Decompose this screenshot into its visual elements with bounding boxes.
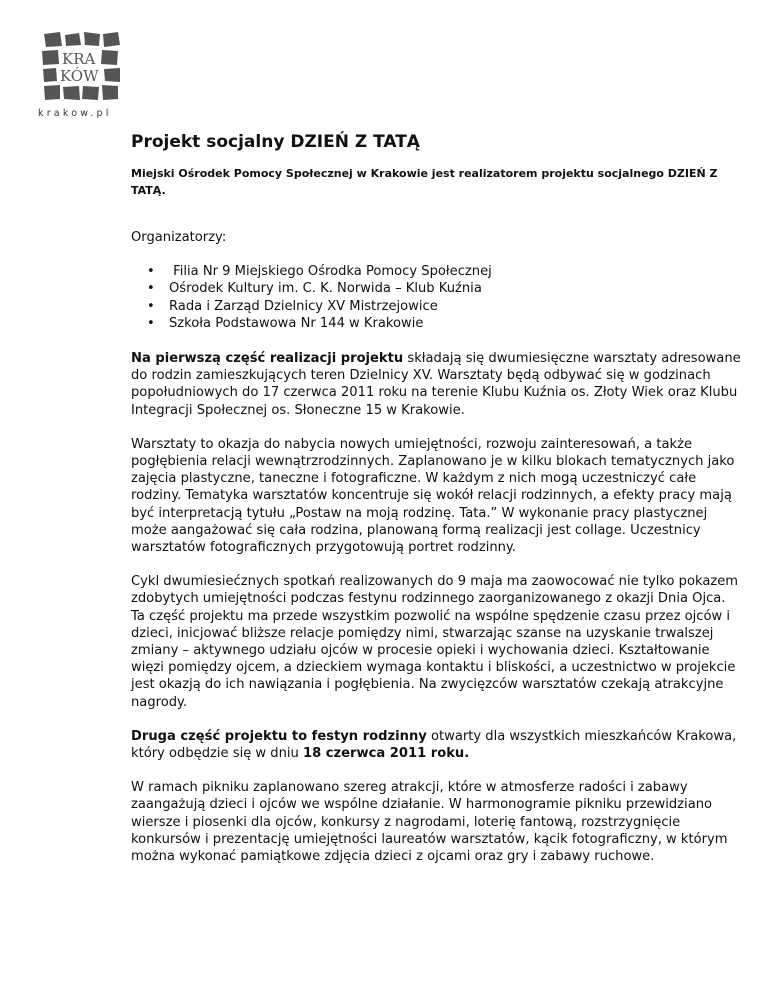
krakow-logo: [38, 28, 130, 124]
organizers-label: Organizatorzy:: [131, 230, 227, 245]
paragraph-workshops-intro-bold: Na pierwszą część realizacji projektu: [131, 351, 404, 367]
paragraph-festival: [131, 728, 743, 762]
organizer-text: Rada i Zarząd Dzielnicy XV Mistrzejowice: [169, 298, 438, 314]
bullet-icon: •: [147, 281, 155, 297]
krakow-logo-mark: [38, 28, 130, 106]
organizer-text: Filia Nr 9 Miejskiego Ośrodka Pomocy Społecznej: [169, 264, 492, 280]
bullet-icon: •: [147, 315, 155, 331]
paragraph-festival-date: 18 czerwca 2011 roku.: [303, 746, 470, 762]
document-body: [131, 128, 743, 865]
organizer-text: Szkoła Podstawowa Nr 144 w Krakowie: [169, 315, 424, 331]
logo-text-line2: KÓW: [60, 67, 99, 85]
paragraph-festival-text: otwarty dla wszystkich mieszkańców Krakowa, który odbędzie się w dniu: [131, 728, 737, 762]
document-title: Projekt socjalny DZIEŃ Z TATĄ: [131, 132, 420, 152]
bullet-icon: •: [147, 264, 155, 280]
organizer-item: [147, 280, 743, 297]
organizers-list: [131, 263, 743, 332]
logo-text-line1: KRA: [62, 50, 96, 68]
document-subtitle: Miejski Ośrodek Pomocy Społecznej w Krakowie jest realizatorem projektu socjalnego DZIEŃ Z TATĄ.: [131, 167, 718, 197]
paragraph-workshops-intro-text: składają się dwumiesięczne warsztaty adresowane do rodzin zamieszkujących teren Dzielnicy XV. Warsztaty będą odbywać się w godzinach popołudniowych do 17 czerwca 2011 roku na terenie Klubu Kuźnia os. Złoty Wiek oraz Klubu Integracji Społecznej os. Słoneczne 15 w Krakowie.: [131, 351, 741, 418]
paragraph-festival-bold: Druga część projektu to festyn rodzinny: [131, 728, 427, 744]
organizer-item: [147, 263, 743, 280]
bullet-icon: •: [147, 298, 155, 314]
organizer-text: Ośrodek Kultury im. C. K. Norwida – Klub Kuźnia: [169, 281, 482, 297]
organizer-item: [147, 298, 743, 315]
paragraph-picnic: W ramach pikniku zaplanowano szereg atrakcji, które w atmosferze radości i zabawy zaangażują dzieci i ojców we wspólne działanie. W harmonogramie pikniku przewidziano wiersze i piosenki dla ojców, konkursy z nagrodami, loterię fantową, rozstrzygnięcie konkursów i prezentację umiejętności laureatów warsztatów, kącik fotograficzny, w którym można wykonać pamiątkowe zdjęcia dzieci z ojcami oraz gry i zabawy ruchowe.: [131, 780, 728, 865]
paragraph-workshops-details: Warsztaty to okazja do nabycia nowych umiejętności, rozwoju zainteresowań, a także pogłębienia relacji wewnątrzrodzinnych. Zaplanowano je w kilku blokach tematycznych jako zajęcia plastyczne, taneczne i fotograficzne. W każdym z nich mogą uczestniczyć całe rodziny. Tematyka warsztatów koncentruje się wokół relacji rodzinnych, a efekty pracy mają być interpretacją tytułu „Postaw na moją rodzinę. Tata.” W wykonanie pracy plastycznej może aangażować się cała rodzina, planowaną formą realizacji jest collage. Uczestnicy warsztatów fotograficznych przygotowują portret rodzinny.: [131, 436, 735, 556]
paragraph-workshops-intro: [131, 350, 743, 419]
paragraph-meetings-cycle: Cykl dwumiesiećznych spotkań realizowanych do 9 maja ma zaowocować nie tylko pokazem zdobytych umiejętności podczas festynu rodzinnego zaorganizowanego z okazji Dnia Ojca. Ta część projektu ma przede wszystkim pozwolić na wspólne spędzenie czasu przez ojców i dzieci, inicjować bliższe relacje pomiędzy nimi, stwarzając szanse na uzyskanie trwalszej zmiany – aktywnego udziału ojców w procesie opieki i wychowania dzieci. Kształtowanie więzi pomiędzy ojcem, a dzieckiem wymaga kontaktu i bliskości, a uczestnictwo w projekcie jest okazją do ich nawiązania i pogłębienia. Na zwycięzców warsztatów czekają atrakcyjne nagrody.: [131, 574, 739, 710]
organizer-item: [147, 315, 743, 332]
logo-caption: krakow.pl: [38, 108, 112, 119]
